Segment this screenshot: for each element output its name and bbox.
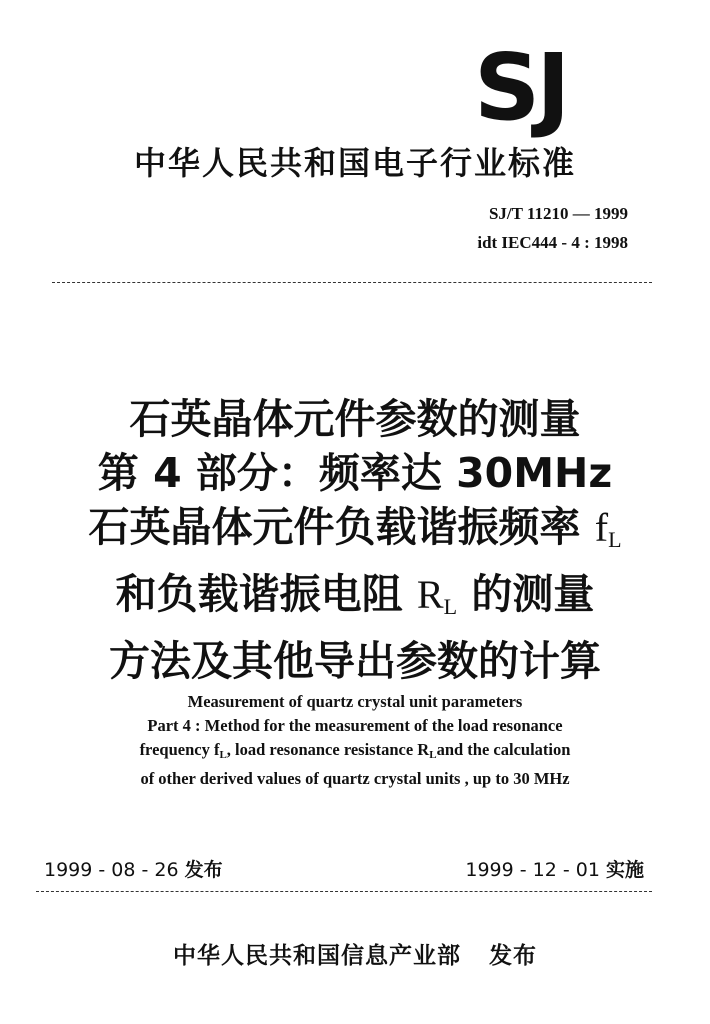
rl-symbol: $R_L$: [416, 572, 458, 619]
english-rl-subscript: L: [429, 749, 437, 761]
chinese-title-line-3: [0, 500, 710, 567]
issue-date-value: 1999 - 08 - 26: [44, 859, 179, 881]
english-title-line-1: Measurement of quartz crystal unit parameters: [187, 692, 523, 711]
rl-subscript: L: [443, 594, 458, 619]
chinese-title-line-4-pre: 和负载谐振电阻: [115, 570, 417, 618]
bottom-divider: [36, 891, 652, 892]
organization-title: 中华人民共和国电子行业标准: [133, 144, 576, 182]
implementation-label: 实施: [605, 859, 644, 881]
implementation-date: [465, 858, 644, 882]
issue-label: 发布: [184, 859, 223, 881]
english-title-line-4: of other derived values of quartz crystal units , up to 30 MHz: [140, 769, 570, 788]
fl-symbol: $f_L$: [594, 505, 622, 552]
sj-logo: SJ: [474, 34, 567, 141]
chinese-title-line-2: 第 4 部分：频率达 30MHz: [97, 449, 613, 497]
chinese-title-line-3-text: 石英晶体元件负载谐振频率: [88, 503, 595, 551]
chinese-title-line-4-post: 的测量: [457, 570, 595, 618]
english-title-line-2: Part 4 : Method for the measurement of the load resonance: [147, 716, 563, 735]
chinese-title-line-1: 石英晶体元件参数的测量: [129, 395, 581, 443]
standard-number: SJ/T 11210 — 1999: [488, 204, 628, 223]
top-divider: [52, 282, 652, 283]
english-fl-subscript: L: [219, 749, 227, 761]
chinese-title-line-5: 方法及其他导出参数的计算: [109, 637, 601, 685]
issue-date: [44, 858, 223, 882]
chinese-title-line-4: [0, 567, 710, 634]
fl-subscript: L: [608, 527, 622, 552]
publish-label: 发布: [489, 943, 537, 969]
english-title: [0, 690, 710, 791]
implementation-date-value: 1999 - 12 - 01: [465, 859, 600, 881]
standard-equivalence: idt IEC444 - 4 : 1998: [477, 233, 628, 252]
publisher-name: 中华人民共和国信息产业部: [173, 943, 461, 969]
chinese-title: [0, 392, 710, 688]
english-title-line-3: frequency $f_L$, load resonance resistance $R_Land$ the calculation: [139, 740, 571, 761]
publisher: [0, 940, 710, 972]
